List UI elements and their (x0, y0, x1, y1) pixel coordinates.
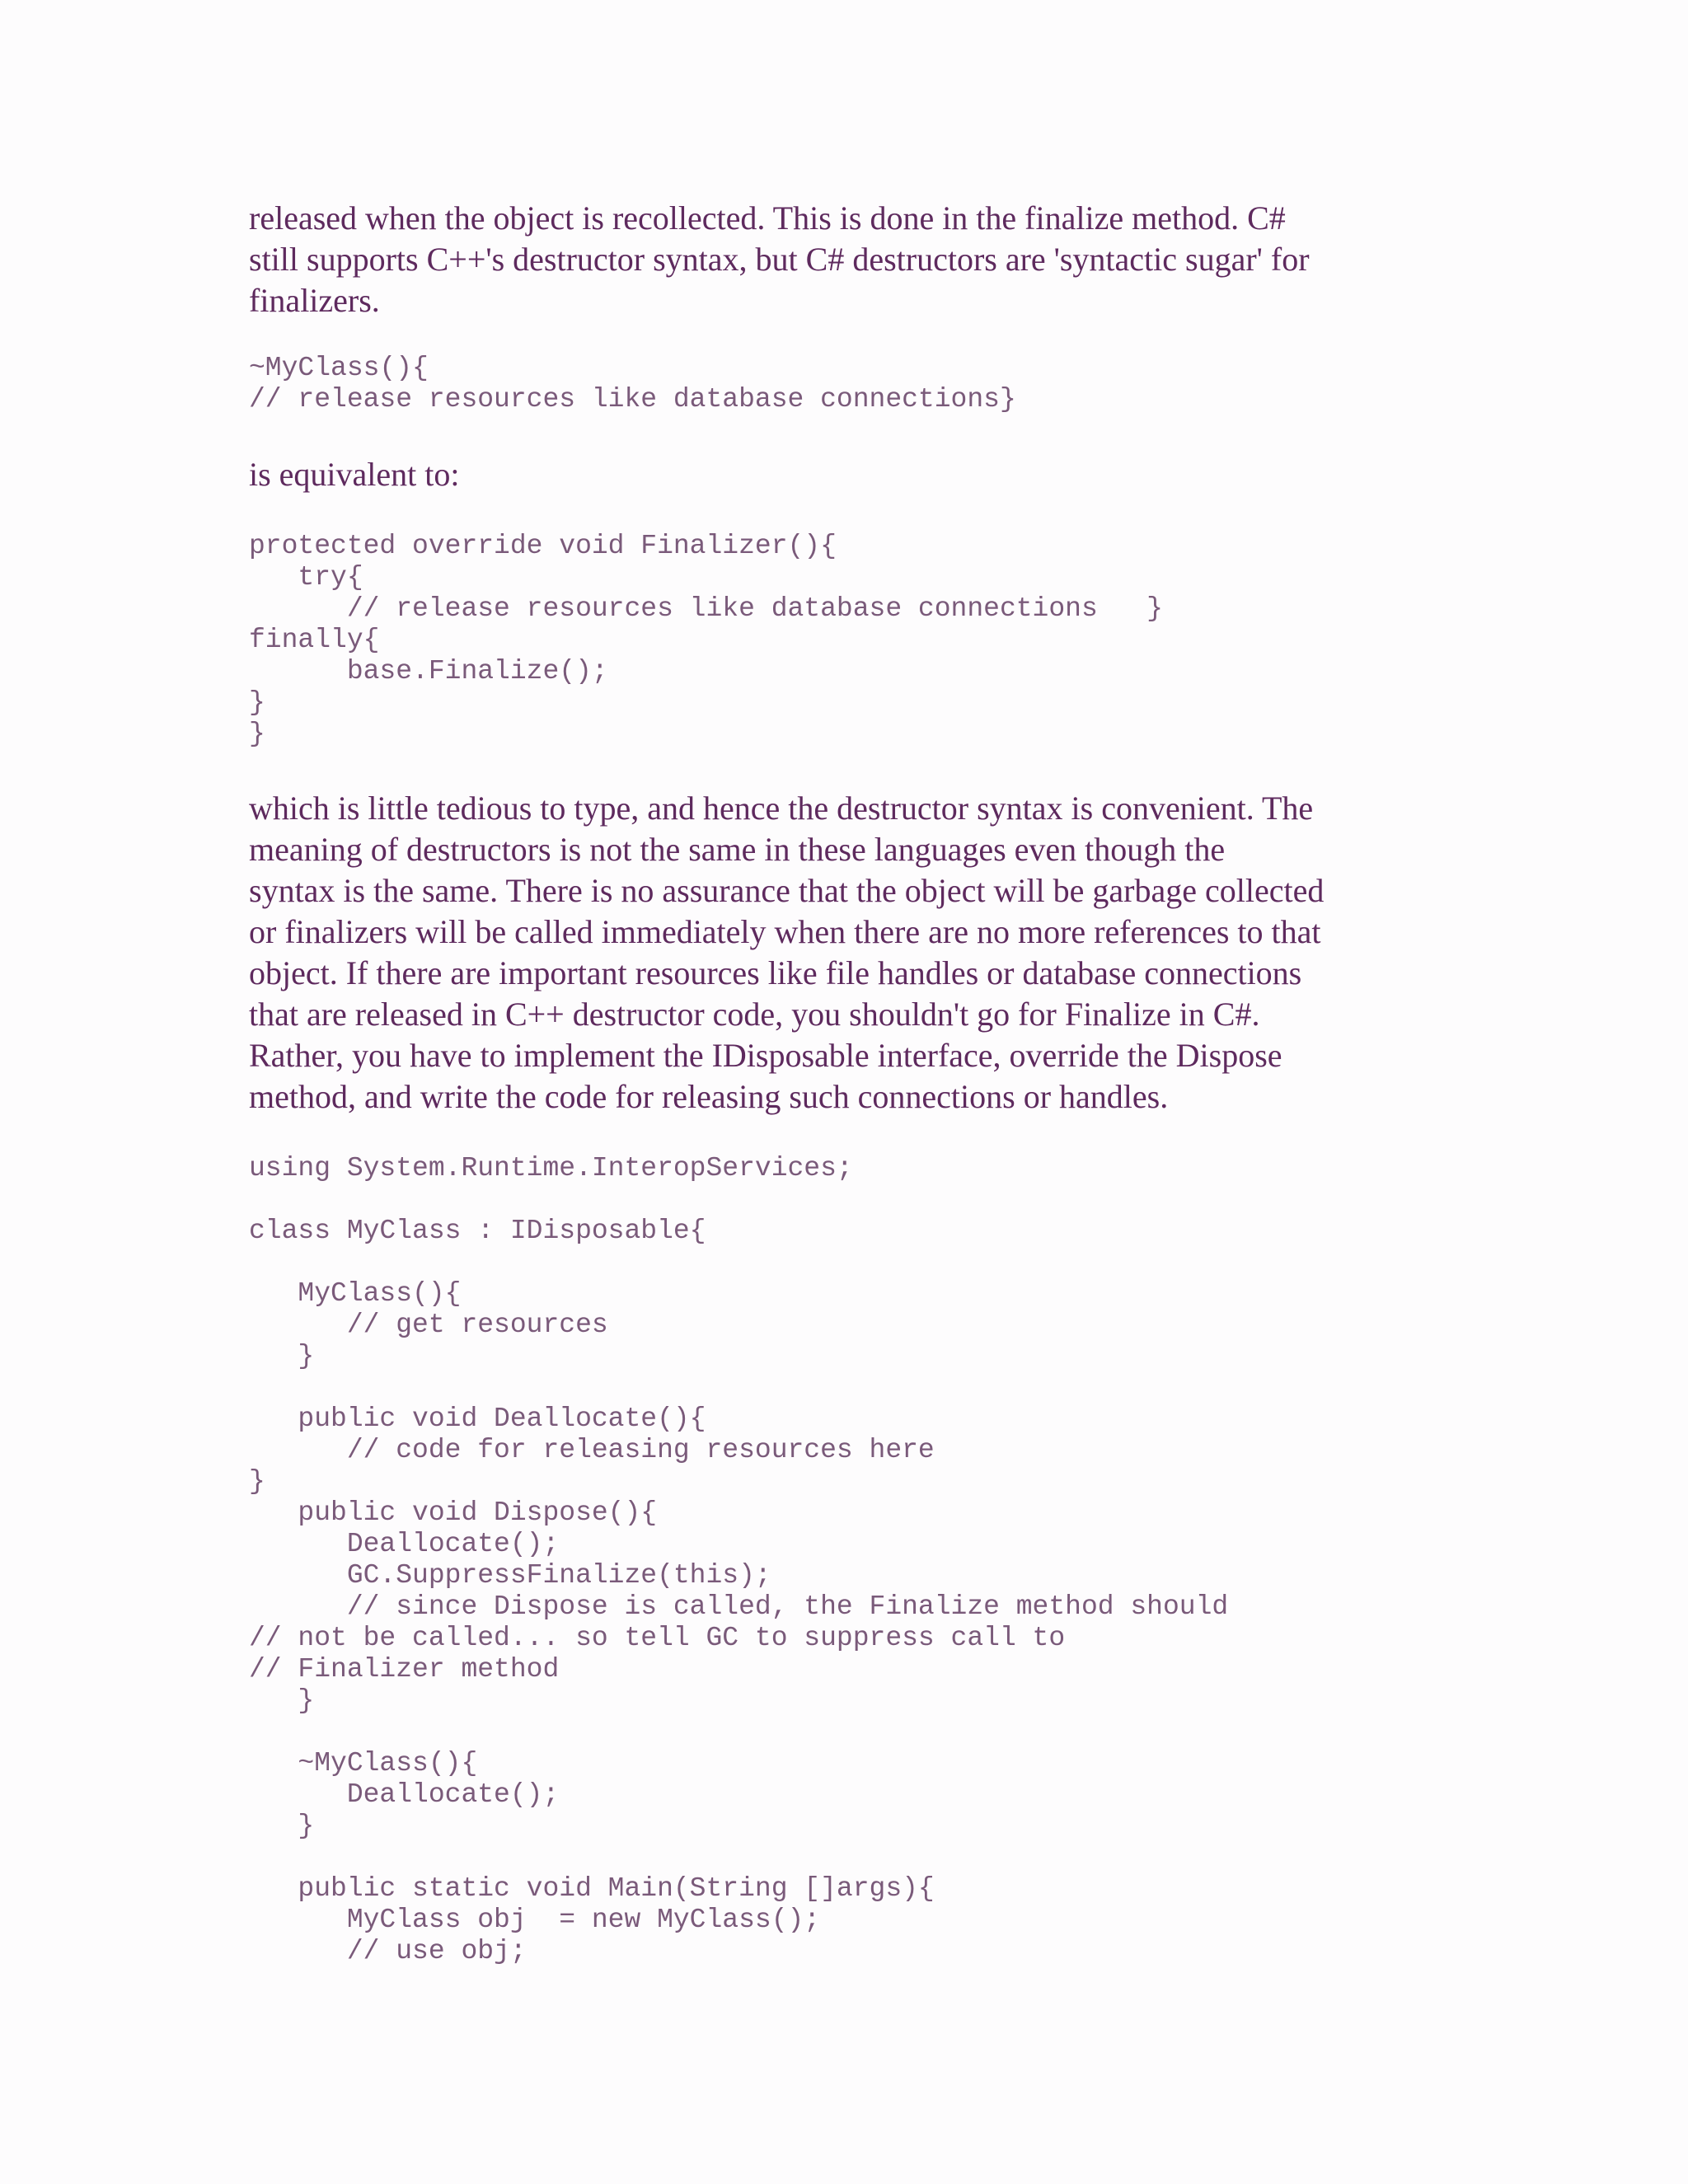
code-line: } (249, 1685, 315, 1716)
text-line: still supports C++'s destructor syntax, but C# destructors are 'syntactic sugar' for (249, 241, 1310, 278)
code-line (249, 1717, 1469, 1748)
code-line: ~MyClass(){ (249, 353, 429, 383)
text-line: finalizers. (249, 282, 380, 319)
code-line: Deallocate(); (249, 1529, 560, 1559)
document-page (249, 198, 1469, 1967)
paragraph-destructor-intro (249, 198, 1469, 321)
code-line: finally{ (249, 625, 380, 655)
code-line: public static void Main(String []args){ (249, 1873, 935, 1904)
code-line: // not be called... so tell GC to suppress call to (249, 1623, 1066, 1653)
code-line: } (249, 1466, 265, 1497)
text-line: or finalizers will be called immediately when there are no more references to that (249, 913, 1321, 950)
code-line: Deallocate(); (249, 1779, 560, 1810)
code-line: // release resources like database connections } (249, 593, 1163, 624)
paragraph-equivalent (249, 454, 1469, 495)
code-line: // use obj; (249, 1936, 527, 1966)
text-line: object. If there are important resources like file handles or database connections (249, 954, 1302, 991)
code-line: // Finalizer method (249, 1654, 560, 1685)
code-block-finalizer (249, 531, 1469, 750)
code-line: } (249, 687, 265, 718)
code-line: ~MyClass(){ (249, 1748, 478, 1779)
paragraph-destructor-explanation (249, 788, 1469, 1118)
code-line: class MyClass : IDisposable{ (249, 1216, 706, 1246)
code-line: base.Finalize(); (249, 656, 608, 687)
code-line: // release resources like database connections} (249, 384, 1016, 415)
code-line: } (249, 1341, 315, 1371)
code-line: // since Dispose is called, the Finalize method should (249, 1591, 1229, 1622)
code-line (249, 1372, 1469, 1404)
code-line: MyClass obj = new MyClass(); (249, 1905, 821, 1935)
text-line: released when the object is recollected. This is done in the finalize method. C# (249, 199, 1286, 237)
text-line: meaning of destructors is not the same in these languages even though the (249, 831, 1226, 868)
code-line: using System.Runtime.InteropServices; (249, 1153, 853, 1183)
code-line: public void Deallocate(){ (249, 1404, 706, 1434)
code-line (249, 1247, 1469, 1278)
code-line: public void Dispose(){ (249, 1497, 658, 1528)
code-line: try{ (249, 562, 363, 593)
code-line: } (249, 719, 265, 749)
code-line: // get resources (249, 1310, 608, 1340)
code-line: GC.SuppressFinalize(this); (249, 1560, 771, 1591)
code-line: // code for releasing resources here (249, 1435, 935, 1465)
text-line: is equivalent to: (249, 456, 460, 493)
code-line (249, 1184, 1469, 1216)
text-line: method, and write the code for releasing such connections or handles. (249, 1078, 1169, 1115)
code-line: } (249, 1811, 315, 1841)
text-line: syntax is the same. There is no assurance that the object will be garbage collected (249, 872, 1325, 909)
code-block-destructor (249, 353, 1469, 415)
text-line: that are released in C++ destructor code, you shouldn't go for Finalize in C#. (249, 996, 1260, 1033)
text-line: Rather, you have to implement the IDisposable interface, override the Dispose (249, 1037, 1282, 1074)
code-line: protected override void Finalizer(){ (249, 531, 837, 561)
text-line: which is little tedious to type, and hence the destructor syntax is convenient. The (249, 790, 1314, 827)
code-line (249, 1842, 1469, 1873)
code-line: MyClass(){ (249, 1278, 462, 1309)
code-block-idisposable (249, 1153, 1469, 1967)
